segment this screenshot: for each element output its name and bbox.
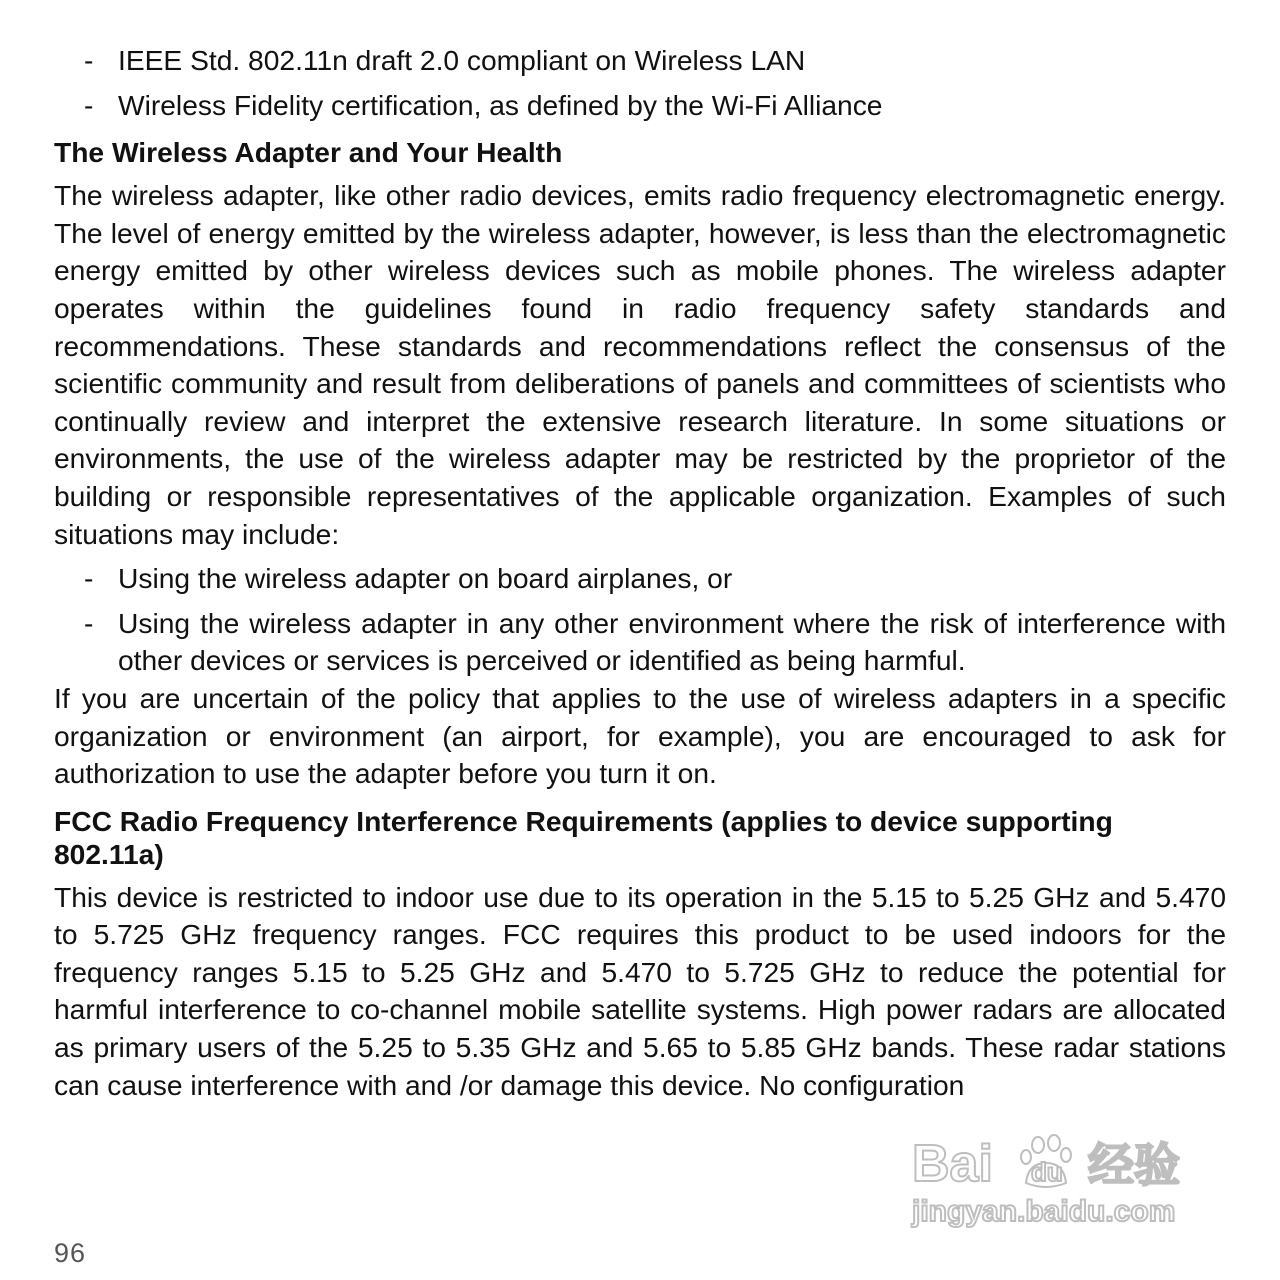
list-item — [54, 87, 1226, 125]
list-item — [54, 42, 1226, 80]
list-item — [54, 560, 1226, 598]
list-item-text: Wireless Fidelity certification, as defined by the Wi-Fi Alliance — [118, 88, 883, 121]
list-item-text: Using the wireless adapter in any other environment where the risk of interference with other devices or services is perceived or identified as being harmful. — [118, 606, 1226, 677]
list-item — [54, 605, 1226, 680]
fcc-paragraph: This device is restricted to indoor use due to its operation in the 5.15 to 5.25 GHz and 5.470 to 5.725 GHz frequency ranges. FCC requires this product to be used indoors for the frequency ranges 5.15 to 5.25 GHz and 5.470 to 5.725 GHz to reduce the potential for harmful interference to co-channel mobile satellite systems. High power radars are allocated as primary users of the 5.25 to 5.35 GHz and 5.65 to 5.85 GHz bands. These radar stations can cause interference with and /or damage this device. No configuration — [54, 880, 1226, 1101]
watermark-brand-latin-2: du — [1031, 1157, 1063, 1187]
bullet-dash: - — [84, 88, 94, 121]
bullet-dash: - — [84, 606, 94, 639]
watermark-url: jingyan.baidu.com — [912, 1195, 1176, 1228]
bullet-dash: - — [84, 44, 94, 76]
list-item-text: IEEE Std. 802.11n draft 2.0 compliant on Wireless LAN — [118, 44, 806, 76]
section-heading-fcc: FCC Radio Frequency Interference Requirements (applies to device supporting 802.11a) — [54, 804, 1113, 870]
watermark-brand-latin-1: Bai — [912, 1135, 993, 1193]
health-paragraph: The wireless adapter, like other radio devices, emits radio frequency electromagnetic energy. The level of energy emitted by the wireless adapter, however, is less than the electromagnetic energy emitted by other wireless devices such as mobile phones. The wireless adapter operates within the guidelines found in radio frequency safety standards and recommendations. These standards and recommendations reflect the consensus of the scientific community and result from deliberations of panels and committees of scientists who continually review and interpret the extensive research literature. In some situations or environments, the use of the wireless adapter may be restricted by the proprietor of the building or responsible representatives of the applicable organization. Examples of such situations may include: — [54, 179, 1226, 550]
page-number: 96 — [54, 1238, 87, 1268]
list-item-text: Using the wireless adapter on board airplanes, or — [118, 562, 733, 595]
watermark-brand-cjk: 经验 — [1088, 1139, 1180, 1191]
policy-paragraph: If you are uncertain of the policy that applies to the use of wireless adapters in a specific organization or environment (an airport, for example), you are encouraged to ask for authorization to use the adapter before you turn it on. — [54, 681, 1226, 790]
baidu-jingyan-watermark — [908, 1125, 1208, 1235]
document-page — [54, 42, 1226, 1104]
section-heading-health: The Wireless Adapter and Your Health — [54, 136, 563, 169]
watermark-logo — [911, 1135, 1180, 1228]
bullet-dash: - — [84, 562, 94, 595]
